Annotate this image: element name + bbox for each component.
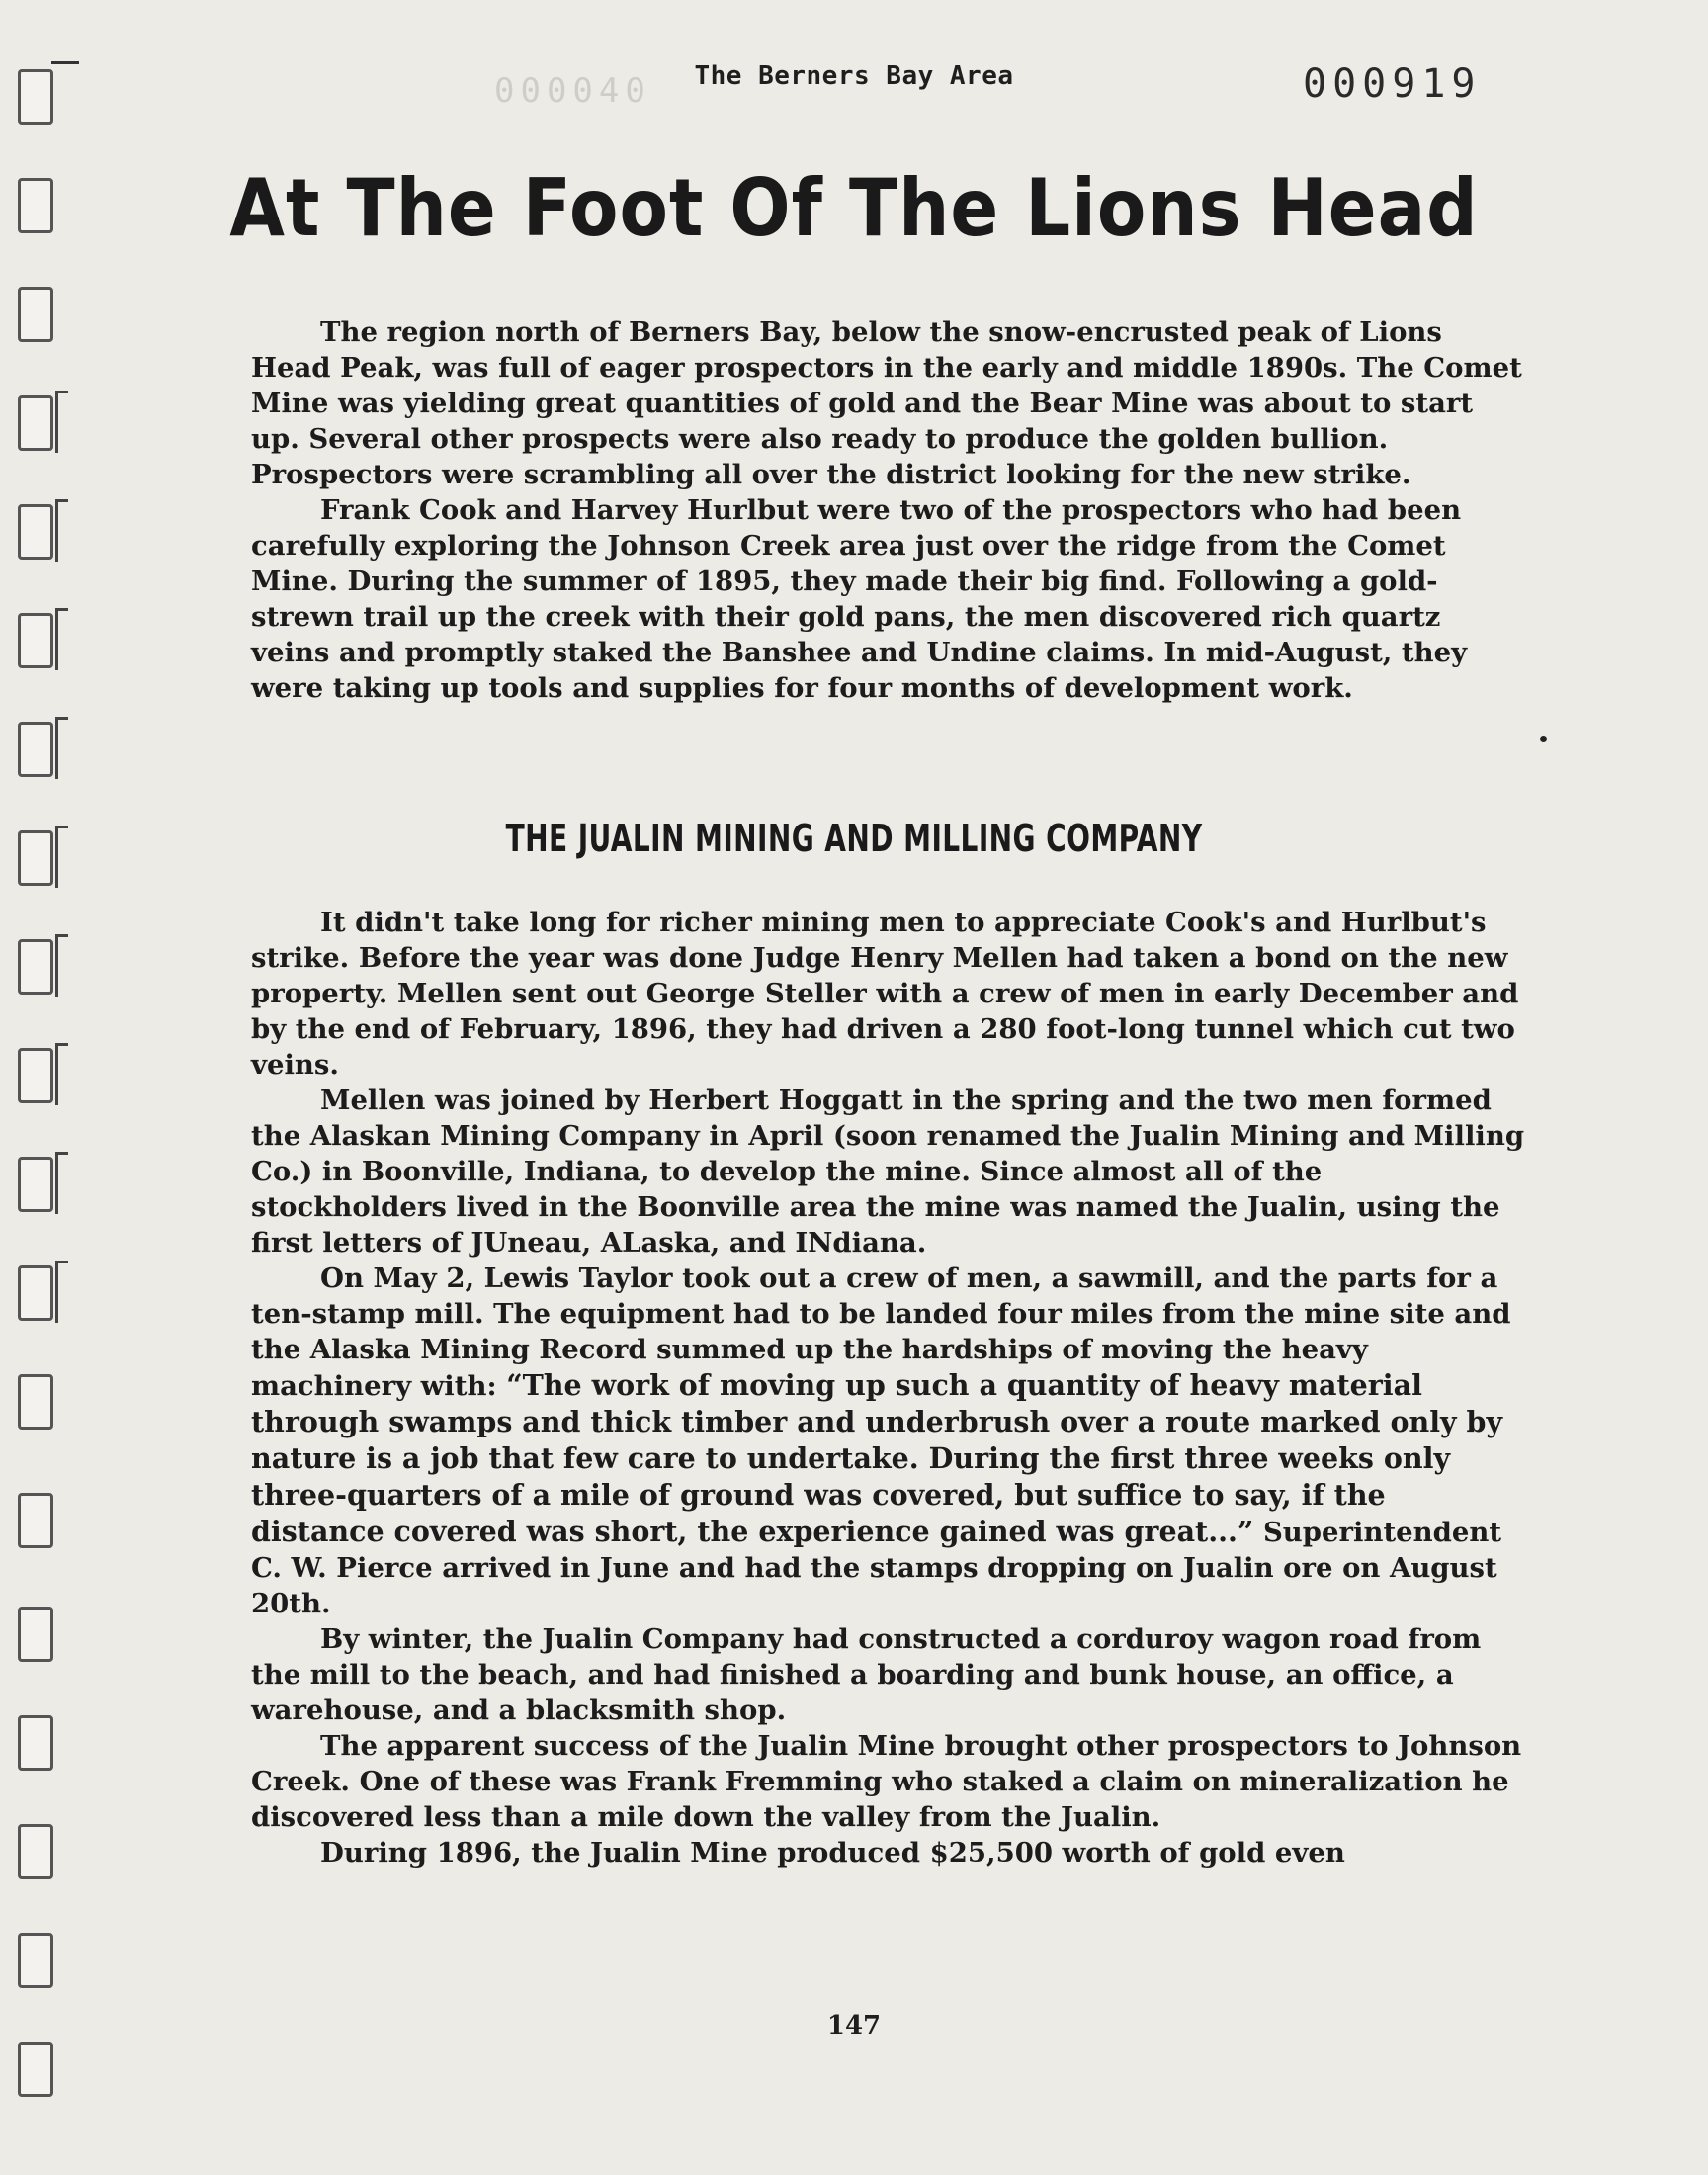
binder-ring-mark — [55, 934, 68, 997]
faint-bleed-through-number: 000040 — [494, 71, 651, 111]
punch-hole — [18, 395, 53, 451]
punch-hole — [18, 1824, 53, 1879]
punch-hole — [18, 1933, 53, 1988]
paragraph: The apparent success of the Jualin Mine brought other prospectors to Johnson Creek. One of these was Frank Fremming who staked a claim on mineralization he discovered less than a mile down the valley from the Jualin. — [251, 1730, 1522, 1833]
scan-speck — [1540, 736, 1547, 742]
paragraph: During 1896, the Jualin Mine produced $25,500 worth of gold even — [320, 1837, 1345, 1869]
punch-hole — [18, 1493, 53, 1548]
binder-ring-mark — [55, 1152, 68, 1214]
binder-ring-mark — [55, 1261, 68, 1323]
paragraph: By winter, the Jualin Company had constructed a corduroy wagon road from the mill to the beach, and had finished a boarding and bunk house, an office, a warehouse, and a blacksmith shop. — [251, 1623, 1482, 1726]
paragraph-tail: Superintendent C. W. Pierce arrived in June and had the stamps dropping on Jualin ore on August 20th. — [251, 1517, 1502, 1619]
paragraph-with-quote — [251, 1261, 1526, 1621]
binder-ring-mark — [55, 391, 68, 453]
punch-hole — [18, 939, 53, 995]
paragraph: Frank Cook and Harvey Hurlbut were two of the prospectors who had been carefully exploring the Johnson Creek area just over the ridge from the Comet Mine. During the summer of 1895, they made their big find. Following a gold-strewn trail up the creek with their gold pans, the men discovered rich quartz veins and promptly staked the Banshee and Undine claims. In mid-August, they were taking up tools and supplies for four months of development work. — [251, 494, 1468, 704]
binder-ring-mark — [55, 608, 68, 670]
section-text-block — [251, 905, 1526, 1870]
intro-text-block — [251, 314, 1526, 706]
binder-ring-mark — [55, 717, 68, 779]
punch-hole — [18, 722, 53, 777]
binder-ring-mark — [55, 1043, 68, 1105]
section-heading: THE JUALIN MINING AND MILLING COMPANY — [505, 817, 1203, 860]
punch-hole — [18, 2042, 53, 2097]
binder-ring-mark — [55, 826, 68, 888]
punch-hole — [18, 1265, 53, 1321]
paragraph: Mellen was joined by Herbert Hoggatt in the spring and the two men formed the Alaskan Mining Company in April (soon renamed the Jualin Mining and Milling Co.) in Boonville, Indiana, to develop the mine. Since almost all of the stockholders lived in the Boonville area the mine was named the Jualin, using the first letters of JUneau, ALaska, and INdiana. — [251, 1085, 1525, 1259]
paragraph: It didn't take long for richer mining men to appreciate Cook's and Hurlbut's strike. Before the year was done Judge Henry Mellen had taken a bond on the new property. Mellen sent out George Steller with a crew of men in early December and by the end of February, 1896, they had driven a 280 foot-long tunnel which cut two veins. — [251, 907, 1519, 1081]
punch-hole — [18, 1374, 53, 1430]
page-number: 147 — [826, 2011, 882, 2041]
paragraph: The region north of Berners Bay, below the snow-encrusted peak of Lions Head Peak, was full of eager prospectors in the early and middle 1890s. The Comet Mine was yielding great quantities of gold and the Bear Mine was about to start up. Several other prospects were also ready to produce the golden bullion. Prospectors were scrambling all over the district looking for the new strike. — [251, 316, 1522, 490]
punch-hole — [18, 1715, 53, 1771]
punch-hole — [18, 287, 53, 342]
chapter-title: At The Foot Of The Lions Head — [229, 160, 1479, 255]
punch-hole — [18, 504, 53, 560]
binder-ring-mark — [55, 499, 68, 562]
running-header: The Berners Bay Area — [694, 61, 1014, 91]
punch-hole — [18, 1157, 53, 1212]
paragraph-lead: On May 2, Lewis Taylor took out a crew of men, a sawmill, and the parts for a ten-stamp mill. The equipment had to be landed four miles from the mine site and the Alaska Mining Record summed up the hardships of moving the heavy machinery with: — [251, 1262, 1511, 1402]
punch-hole — [18, 1607, 53, 1662]
punch-hole — [18, 830, 53, 886]
punch-hole — [18, 613, 53, 668]
punch-hole — [18, 1048, 53, 1103]
binder-punch-holes — [18, 69, 77, 2126]
block-quote: “The work of moving up such a quantity of heavy material through swamps and thick timber and underbrush over a route marked only by nature is a job that few care to undertake. During the first three weeks only three-quarters of a mile of ground was covered, but suffice to say, if the distance covered was short, the experience gained was great...” — [251, 1368, 1503, 1548]
document-control-number: 000919 — [1303, 61, 1482, 107]
